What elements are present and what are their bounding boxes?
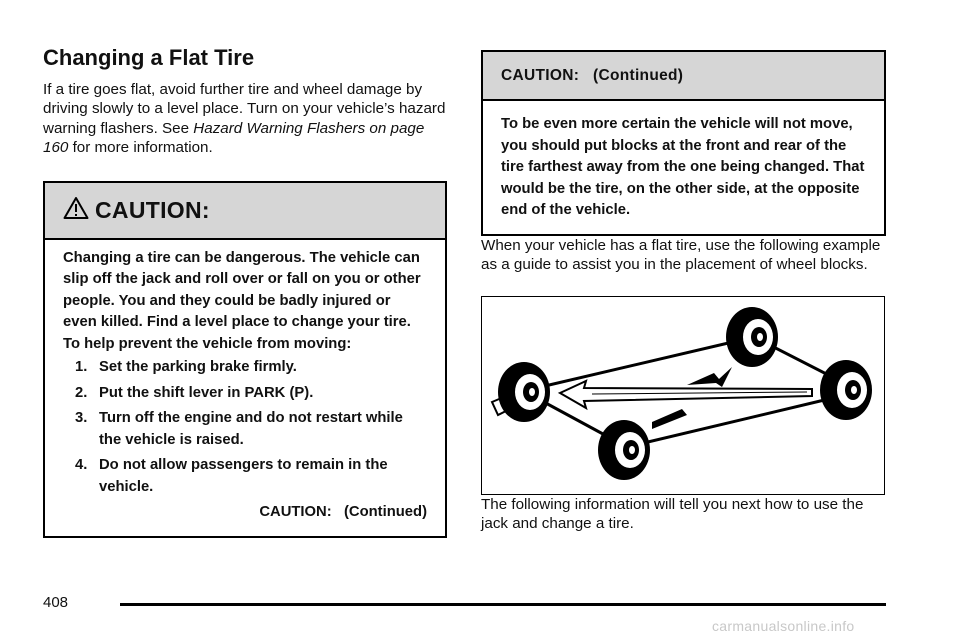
- left-column: [43, 44, 447, 538]
- caution-step: [75, 383, 427, 405]
- wheel-block-diagram: [481, 296, 885, 495]
- intro-paragraph: [43, 80, 447, 158]
- step-number: 3.: [75, 410, 88, 427]
- page-number: 408: [43, 594, 69, 611]
- tire-icon: [498, 362, 550, 422]
- tire-icon: [598, 420, 650, 480]
- caution-continued: CAUTION: (Continued): [259, 504, 427, 521]
- caution-body: [45, 240, 445, 536]
- step-number: 4.: [75, 457, 88, 474]
- step-number: 1.: [75, 359, 88, 376]
- tire-icon: [726, 307, 778, 367]
- arrow-mark-icon: [687, 367, 732, 387]
- hazard-flashers-link[interactable]: Hazard Warning Flashers on page 160: [43, 119, 425, 157]
- caution-header: [45, 183, 445, 240]
- step-text: Do not allow passengers to remain in the vehicle.: [99, 457, 388, 495]
- caution-continued-box: [481, 50, 886, 236]
- step-text: Turn off the engine and do not restart while the vehicle is raised.: [99, 410, 403, 448]
- caution-steps: [63, 357, 427, 498]
- caution-step: [75, 408, 427, 451]
- arrow-mark-icon: [652, 409, 687, 429]
- step-number: 2.: [75, 384, 88, 401]
- placement-paragraph: When your vehicle has a flat tire, use the following example as a guide to assist you in the placement of wheel blocks.: [481, 236, 881, 274]
- wheel-block-illustration: [482, 297, 884, 494]
- warning-triangle-icon: [63, 196, 89, 220]
- footer-rule: [120, 603, 886, 606]
- right-column: [481, 50, 886, 534]
- step-text: Put the shift lever in PARK (P).: [99, 384, 314, 401]
- caution-text: Changing a tire can be dangerous. The vehicle can slip off the jack and roll over or fall on you or other people. You and they could be badly injured or even killed. Find a level place to change your tire. To help prevent the vehicle from moving:: [63, 249, 421, 352]
- diagonal-arrow-icon: [560, 381, 812, 408]
- caution-step: [75, 357, 427, 379]
- intro-tail: for more information.: [68, 139, 213, 157]
- page-heading: Changing a Flat Tire: [43, 45, 255, 70]
- following-paragraph: The following information will tell you next how to use the jack and change a tire.: [481, 495, 864, 533]
- caution-step: [75, 455, 427, 498]
- caution-continued-body: To be even more certain the vehicle will not move, you should put blocks at the front and rear of the tire farthest away from the one being changed. That would be the tire, on the other side, at the opposite end of the vehicle.: [501, 116, 865, 219]
- caution-continued-title: CAUTION: (Continued): [501, 66, 684, 84]
- watermark: carmanualsonline.info: [712, 618, 855, 634]
- caution-title: CAUTION:: [95, 196, 210, 223]
- step-text: Set the parking brake firmly.: [99, 359, 297, 376]
- caution-continued-header: [483, 52, 884, 101]
- tire-icon: [820, 360, 872, 420]
- intro-text: If a tire goes flat, avoid further tire and wheel damage by driving slowly to a level place. Turn on your vehicle’s hazard warning flashers. See: [43, 81, 446, 137]
- caution-box: [43, 181, 447, 538]
